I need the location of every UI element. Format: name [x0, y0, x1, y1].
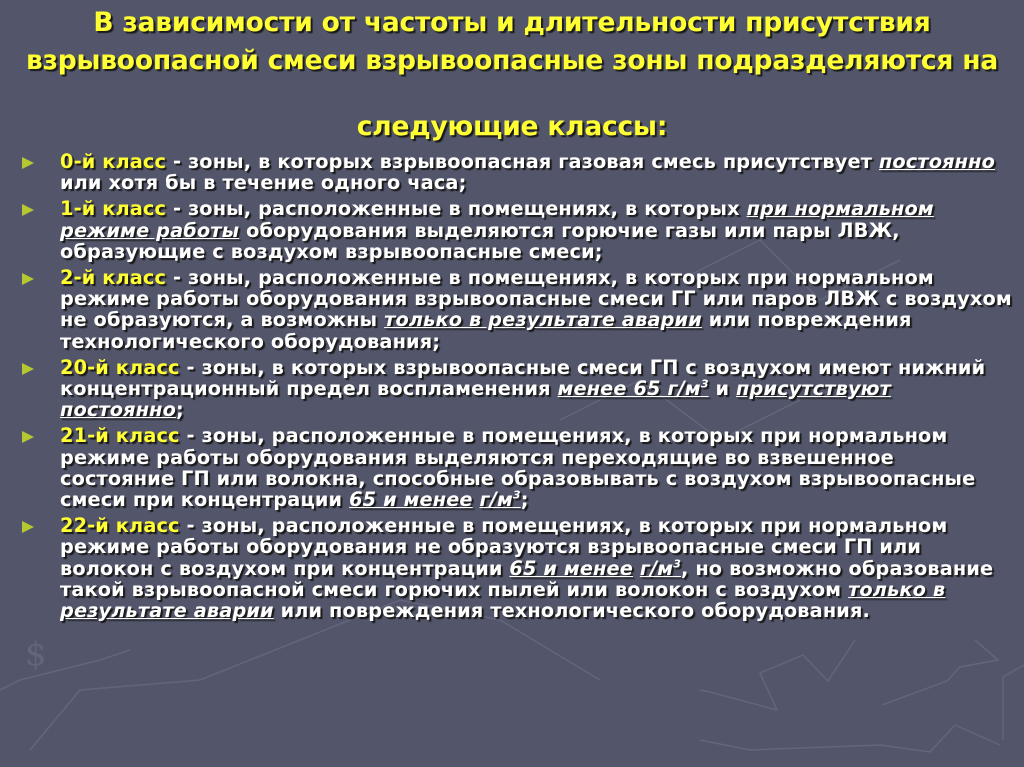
text-run: - зоны, расположенные в помещениях, в которых при нормальном режиме работы оборудования взрывоопасные смеси ГГ или паров ЛВЖ с воздухом не образуются, а возможны	[60, 266, 1012, 332]
list-item-class-22	[22, 515, 1012, 621]
arrow-bullet-icon	[22, 204, 34, 216]
emphasis: присутствуют постоянно	[60, 377, 891, 422]
class-label: 1-й класс	[60, 197, 167, 221]
emphasis	[558, 377, 709, 400]
item-text	[60, 515, 1012, 621]
superscript: 3	[700, 377, 709, 391]
text-run: или повреждения технологического оборудования;	[60, 308, 912, 353]
list-item-class-2	[22, 267, 1012, 352]
text-run	[473, 488, 480, 511]
emphasis-text: менее 65 г/м	[557, 377, 701, 401]
dollar-watermark-icon: $	[25, 634, 47, 674]
class-label: 20-й класс	[60, 355, 180, 379]
zone-class-list	[22, 151, 1012, 626]
item-text	[60, 151, 1012, 193]
item-text	[60, 425, 1012, 510]
class-label: 22-й класс	[60, 514, 180, 538]
text-run: - зоны, расположенные в помещениях, в которых	[166, 197, 747, 221]
text-run: - зоны, в которых взрывоопасная газовая смесь присутствует	[166, 150, 879, 173]
text-run: и	[708, 377, 737, 401]
item-text	[60, 198, 1012, 262]
title-line-3: следующие классы:	[356, 111, 668, 142]
class-label: 21-й класс	[60, 424, 180, 448]
emphasis: 65 и менее	[349, 488, 473, 512]
text-run: оборудования выделяются горючие газы или пары ЛВЖ, образующие с воздухом взрывоопасные смеси;	[60, 218, 900, 263]
text-run: - зоны, расположенные в помещениях, в которых при нормальном режиме работы оборудования не образуются взрывоопасные смеси ГП или волокон с воздухом при концентрации	[60, 514, 948, 580]
list-item-class-20	[22, 357, 1012, 421]
list-item-class-1	[22, 198, 1012, 262]
emphasis: только в результате аварии	[384, 308, 702, 332]
superscript: 3	[512, 488, 521, 502]
emphasis	[640, 557, 681, 580]
text-run	[633, 557, 640, 580]
text-run: - зоны, расположенные в помещениях, в которых при нормальном режиме работы оборудования выделяются переходящие во взвешенное состояние ГП или волокна, способные образовывать с воздухом взрывоопасные смеси при концентрации	[60, 424, 976, 512]
item-text	[60, 267, 1012, 352]
emphasis: 65 и менее	[509, 556, 633, 580]
class-label: 2-й класс	[60, 266, 167, 290]
emphasis	[480, 488, 521, 511]
title-line-1: В зависимости от частоты и длительности присутствия	[93, 7, 931, 38]
text-run: или хотя бы в течение одного часа;	[60, 171, 467, 195]
class-label: 0-й класс	[60, 150, 167, 173]
emphasis-text: г/м	[639, 556, 674, 580]
emphasis: при нормальном режиме работы	[60, 197, 934, 242]
arrow-bullet-icon	[22, 273, 34, 285]
text-run: или повреждения технологического оборудования.	[273, 599, 870, 623]
list-item-class-21	[22, 425, 1012, 510]
text-run: ;	[176, 398, 184, 422]
slide-title	[20, 4, 1004, 146]
arrow-bullet-icon	[22, 431, 34, 443]
arrow-bullet-icon	[22, 363, 34, 375]
arrow-bullet-icon	[22, 157, 34, 169]
item-text	[60, 357, 1012, 421]
emphasis: только в результате аварии	[60, 577, 946, 623]
title-line-2: взрывоопасной смеси взрывоопасные зоны подразделяются на	[25, 45, 999, 76]
list-item-class-0	[22, 151, 1012, 193]
arrow-bullet-icon	[22, 521, 34, 533]
superscript: 3	[673, 557, 681, 571]
text-run: , но возможно образование такой взрывоопасной смеси горючих пылей или волокон с воздухом	[60, 556, 994, 601]
text-run: ;	[520, 488, 529, 512]
emphasis-text: г/м	[479, 488, 513, 512]
emphasis: постоянно	[878, 150, 995, 173]
text-run: - зоны, в которых взрывоопасные смеси ГП с воздухом имеют нижний концентрационный предел воспламенения	[60, 355, 986, 401]
